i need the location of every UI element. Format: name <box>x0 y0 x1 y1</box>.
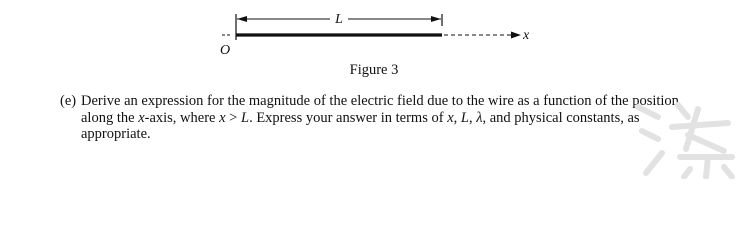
x-axis-arrowhead <box>511 32 521 39</box>
question-line-3: appropriate. <box>81 126 151 142</box>
variable-x: x <box>447 109 454 126</box>
question-line-1: Derive an expression for the magnitude of the electric field due to the wire as a function of the position <box>81 93 679 109</box>
text-segment: , <box>453 109 461 126</box>
variable-x: x <box>138 109 145 126</box>
question-part-e <box>60 93 700 143</box>
x-axis-label: x <box>523 28 530 43</box>
text-segment: , <box>468 109 477 126</box>
variable-L: L <box>460 109 469 126</box>
greater-than-sign: > <box>225 109 241 126</box>
dimension-arrowhead-right <box>431 16 441 22</box>
figure-caption: Figure 3 <box>349 62 399 78</box>
text-segment: -axis, where <box>144 109 220 126</box>
variable-lambda: λ <box>476 109 483 126</box>
text-segment: , and physical constants, as <box>482 109 640 126</box>
length-label: L <box>335 12 343 27</box>
variable-x: x <box>219 109 226 126</box>
dimension-arrowhead-left <box>237 16 247 22</box>
variable-L: L <box>240 109 250 126</box>
text-segment: along the <box>81 109 139 126</box>
question-text <box>81 93 700 143</box>
watermark-mark <box>628 95 748 179</box>
origin-label: O <box>220 43 231 58</box>
text-segment: . Express your answer in terms of <box>249 109 448 126</box>
figure-3-diagram <box>0 0 748 62</box>
question-line-2 <box>81 110 700 127</box>
part-label: (e) <box>60 93 77 109</box>
